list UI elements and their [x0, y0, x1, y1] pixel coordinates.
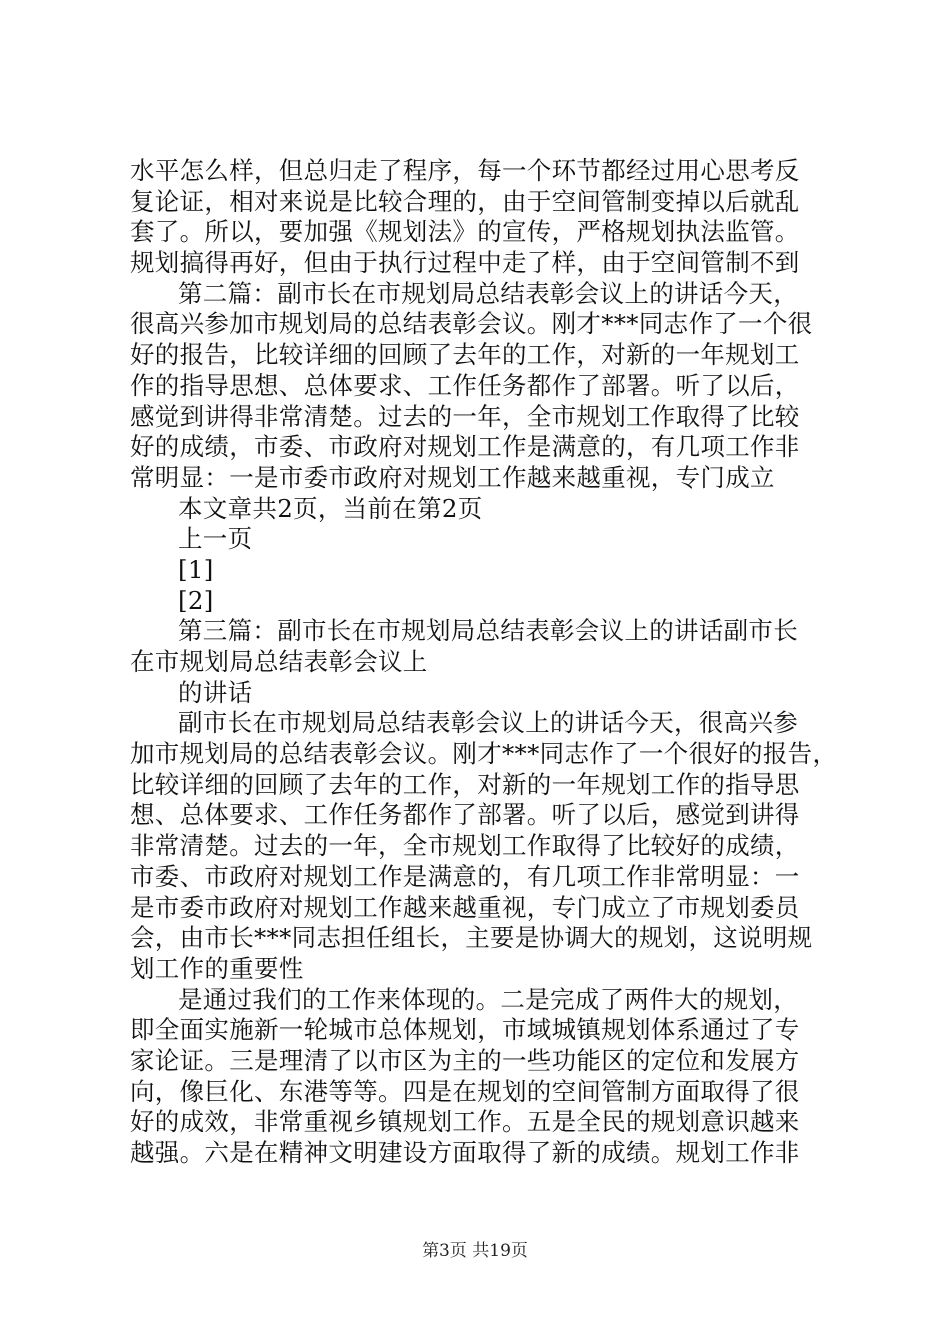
text-line: 副市长在市规划局总结表彰会议上的讲话今天，很高兴参: [178, 708, 798, 738]
text-line: 复论证，相对来说是比较合理的，由于空间管制变掉以后就乱: [130, 186, 800, 216]
text-line: 很高兴参加市规划局的总结表彰会议。刚才***同志作了一个很: [130, 309, 813, 339]
text-line: 水平怎么样，但总归走了程序，每一个环节都经过用心思考反: [130, 156, 800, 185]
text-line: 会，由市长***同志担任组长，主要是协调大的规划，这说明规: [130, 923, 813, 953]
text-line: 市委、市政府对规划工作是满意的，有几项工作非常明显：一: [130, 861, 800, 891]
text-line: 加市规划局的总结表彰会议。刚才***同志作了一个很好的报告，: [130, 739, 838, 769]
text-line: 上一页: [178, 524, 253, 554]
text-line: 越强。六是在精神文明建设方面取得了新的成绩。规划工作非: [130, 1138, 800, 1167]
text-line: 第二篇：副市长在市规划局总结表彰会议上的讲话今天，: [178, 278, 798, 308]
text-line: 比较详细的回顾了去年的工作，对新的一年规划工作的指导思: [130, 769, 800, 799]
text-line: 非常清楚。过去的一年，全市规划工作取得了比较好的成绩，: [130, 831, 800, 861]
text-line: 向，像巨化、东港等等。四是在规划的空间管制方面取得了很: [130, 1076, 800, 1106]
page-footer: 第3页 共19页: [422, 1241, 528, 1261]
text-line: [1]: [178, 554, 214, 584]
text-line: 好的成效，非常重视乡镇规划工作。五是全民的规划意识越来: [130, 1107, 800, 1137]
text-line: 即全面实施新一轮城市总体规划，市域城镇规划体系通过了专: [130, 1015, 800, 1045]
text-line: 是市委市政府对规划工作越来越重视，专门成立了市规划委员: [130, 892, 800, 922]
text-line: 作的指导思想、总体要求、工作任务都作了部署。听了以后，: [130, 370, 800, 400]
text-line: 规划搞得再好，但由于执行过程中走了样，由于空间管制不到: [130, 248, 800, 278]
document-body: [130, 156, 838, 1169]
text-line: 在市规划局总结表彰会议上: [130, 647, 428, 676]
text-line: 想、总体要求、工作任务都作了部署。听了以后，感觉到讲得: [130, 800, 800, 830]
text-line: 第三篇：副市长在市规划局总结表彰会议上的讲话副市长: [178, 616, 798, 646]
text-line: 家论证。三是理清了以市区为主的一些功能区的定位和发展方: [130, 1045, 800, 1075]
text-line: 套了。所以，要加强《规划法》的宣传，严格规划执法监管。: [130, 217, 800, 247]
text-line: 感觉到讲得非常清楚。过去的一年，全市规划工作取得了比较: [130, 401, 800, 431]
text-line: 常明显：一是市委市政府对规划工作越来越重视，专门成立: [130, 462, 775, 492]
text-line: 的讲话: [178, 677, 253, 707]
text-line: 本文章共2页，当前在第2页: [178, 493, 483, 523]
text-line: 划工作的重要性: [130, 953, 304, 983]
text-line: 好的报告，比较详细的回顾了去年的工作，对新的一年规划工: [130, 340, 800, 370]
text-line: 好的成绩，市委、市政府对规划工作是满意的，有几项工作非: [130, 432, 800, 462]
text-line: [2]: [178, 585, 214, 615]
text-line: 是通过我们的工作来体现的。二是完成了两件大的规划，: [178, 984, 798, 1014]
